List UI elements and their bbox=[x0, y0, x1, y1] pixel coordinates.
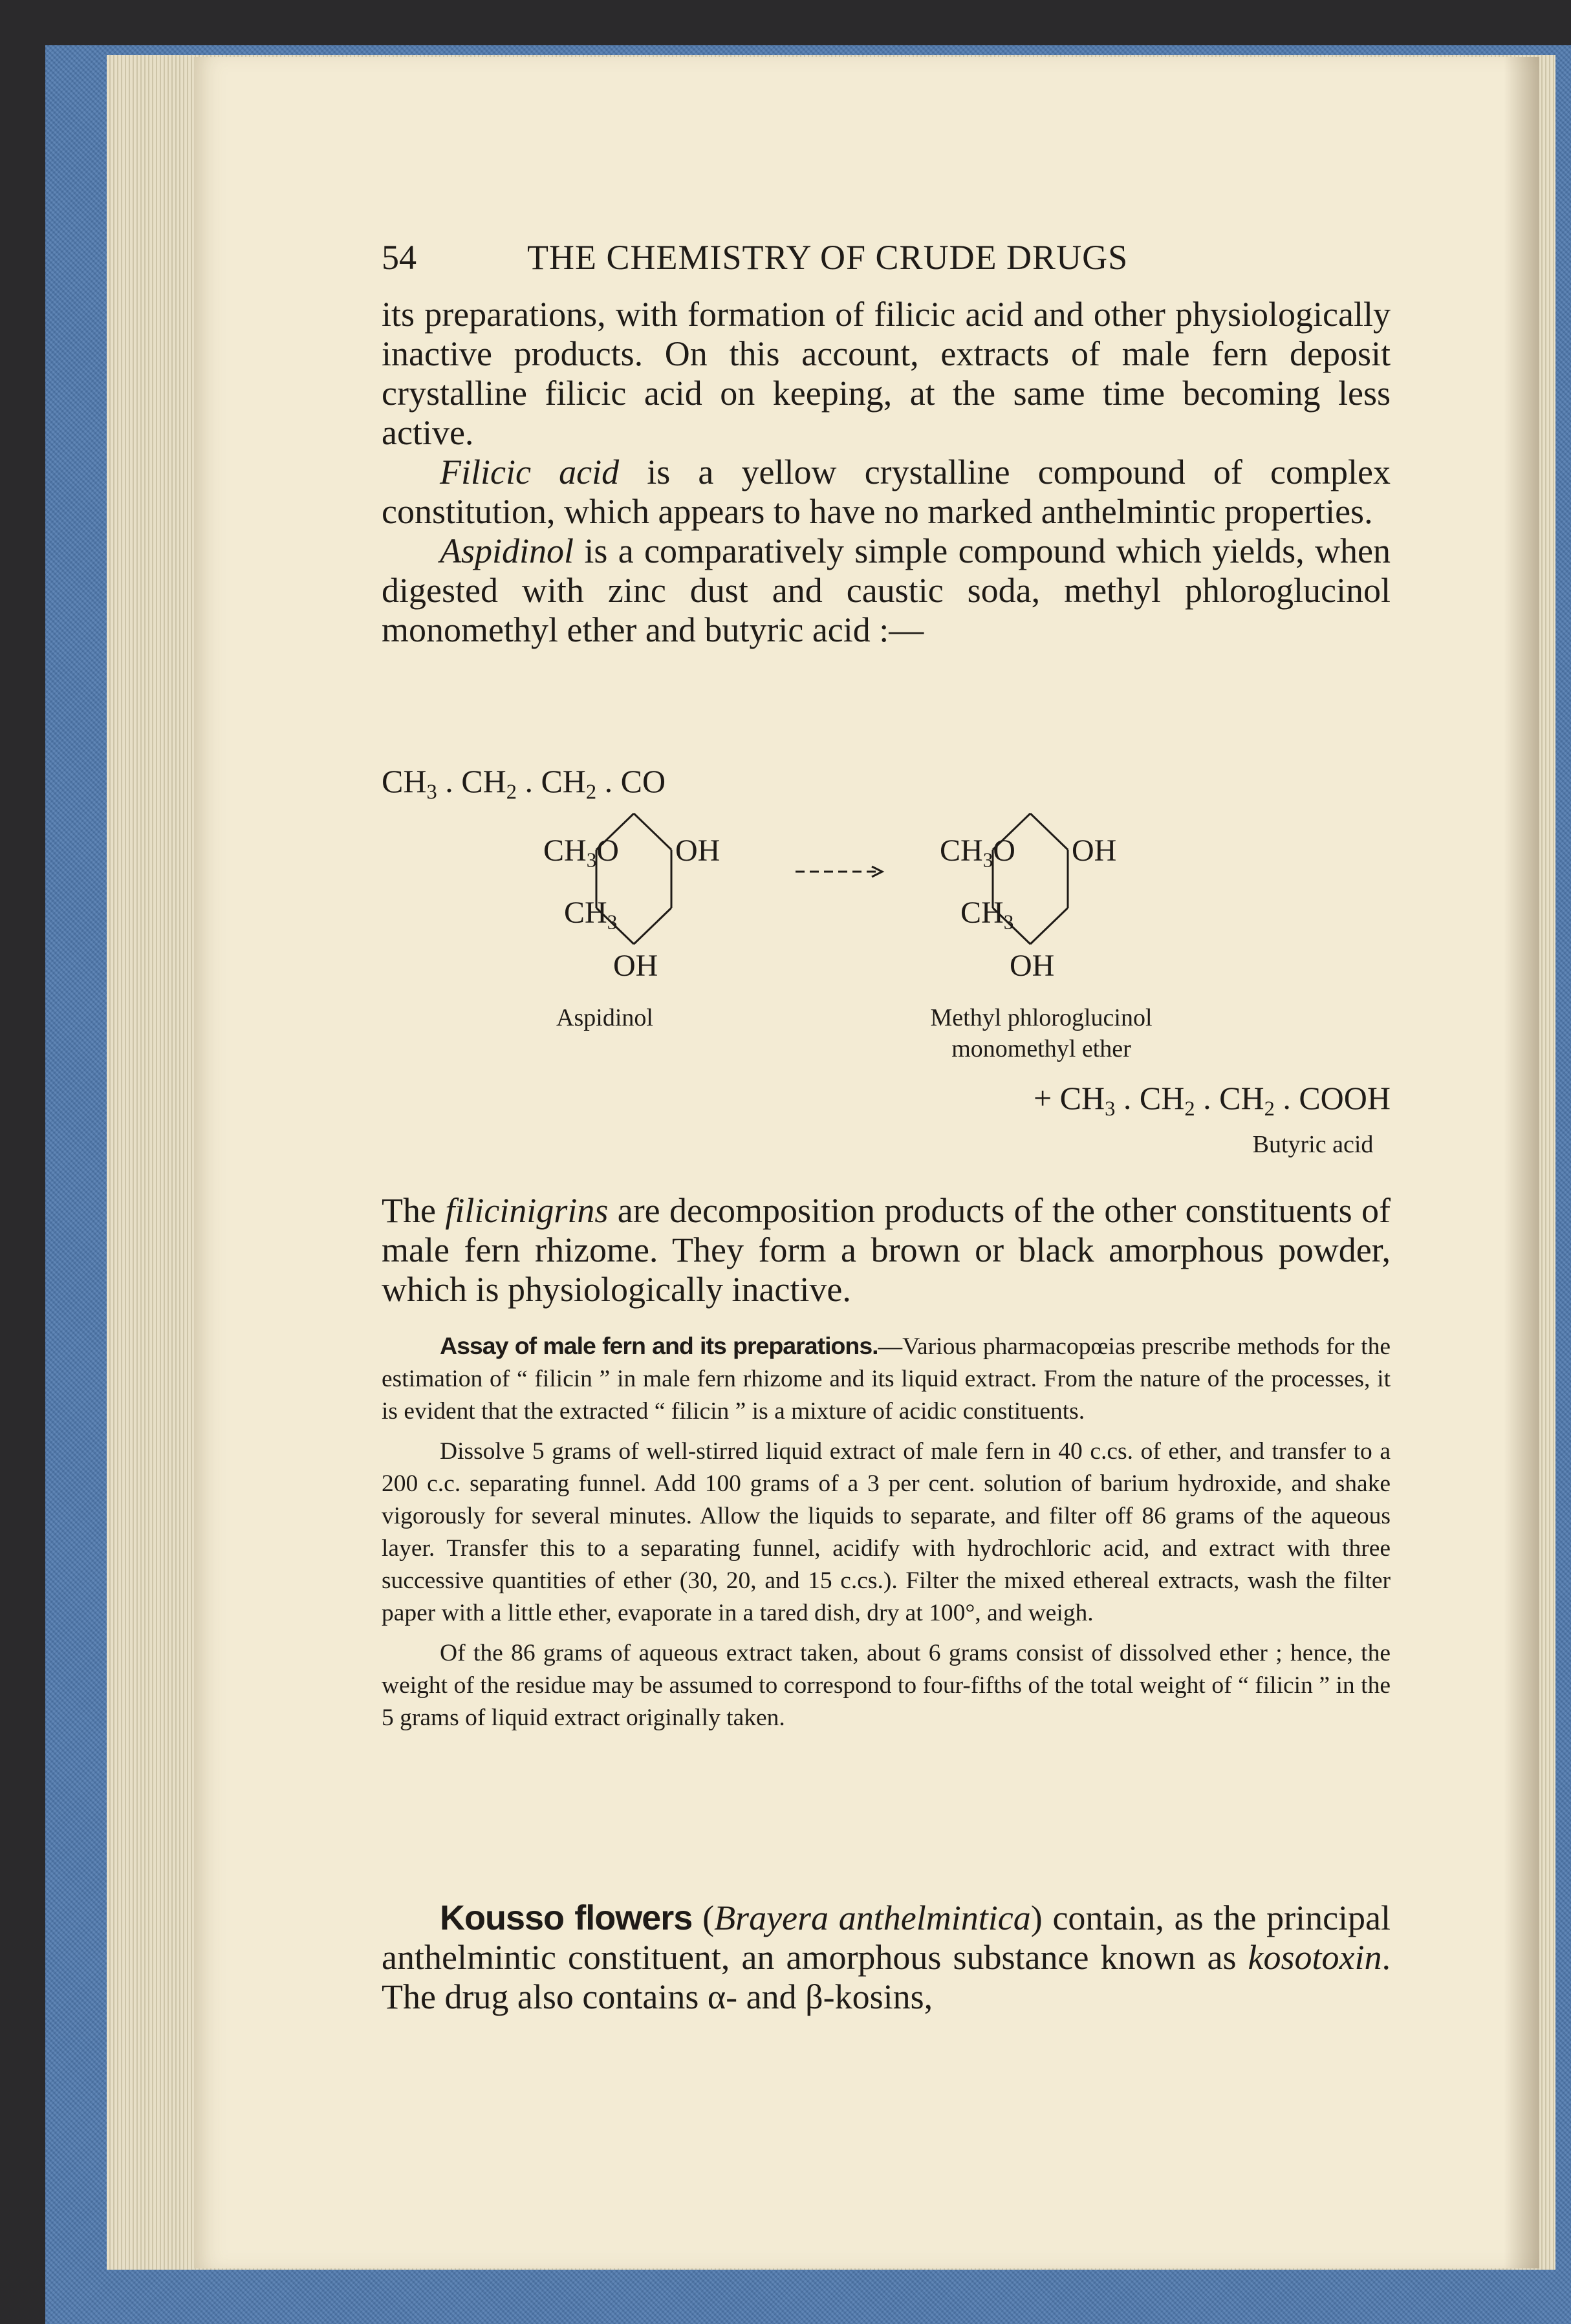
assay-section bbox=[382, 1329, 1391, 1742]
kousso-paragraph: Kousso flowers (Brayera anthelmintica) contain, as the principal anthelmintic constituent, an amorphous substance known as kosotoxin. The drug also contains α- and β-kosins, bbox=[382, 1899, 1391, 2016]
running-title: THE CHEMISTRY OF CRUDE DRUGS bbox=[527, 238, 1129, 277]
page-number: 54 bbox=[382, 238, 417, 277]
paragraph-3: Aspidinol is a comparatively simple compound which yields, when digested with zinc dust and caustic soda, methyl phloroglucinol monomethyl ether and butyric acid :— bbox=[382, 532, 1391, 649]
body-text-top bbox=[382, 295, 1391, 650]
book-page bbox=[194, 57, 1539, 2268]
butyric-acid-caption: Butyric acid bbox=[1252, 1131, 1374, 1158]
kousso-heading: Kousso flowers bbox=[440, 1899, 693, 1937]
term-filicic-acid: Filicic acid bbox=[440, 453, 620, 491]
product-caption-line-1: Methyl phloroglucinol bbox=[930, 1004, 1153, 1031]
term-aspidinol: Aspidinol bbox=[440, 532, 574, 570]
aspidinol-oh-bottom: OH bbox=[613, 949, 658, 983]
body-text-bottom bbox=[382, 1899, 1391, 2017]
assay-paragraph-1: Assay of male fern and its preparations.—Various pharmacopœias prescribe methods for the estimation of “ filicin ” in male fern rhizome and its liquid extract. From the nature of the processes, it is evident that the extracted “ filicin ” is a mixture of acidic constituents. bbox=[382, 1332, 1391, 1425]
aspidinol-oh-right: OH bbox=[675, 834, 720, 868]
paragraph-4: The filicinigrins are decomposition products of the other constituents of male fern rhizome. They form a brown or black amorphous powder, which is physiologically inactive. bbox=[382, 1191, 1391, 1309]
aspidinol-methyl-label: $CH_3$ bbox=[564, 896, 618, 934]
assay-paragraph-2: Dissolve 5 grams of well-stirred liquid extract of male fern in 40 c.cs. of ether, and transfer to a 200 c.c. separating funnel. Add 100 grams of a 3 per cent. solution of barium hydroxide, and shake vigorously for several minutes. Allow the liquids to separate, and filter off 86 grams of the aqueous layer. Transfer this to a separating funnel, acidify with hydrochloric acid, and extract with three successive quantities of ether (30, 20, and 15 c.cs.). Filter the mixed ethereal extracts, wash the filter paper with a little ether, evaporate in a tared dish, dry at 100°, and weigh. bbox=[382, 1438, 1391, 1626]
product-oh-right: OH bbox=[1072, 834, 1117, 868]
product-methyl-label: $CH_3$ bbox=[960, 896, 1014, 934]
term-kosotoxin: kosotoxin bbox=[1248, 1938, 1382, 1977]
butyric-acid-formula: + $CH_3$ . $CH_2$ . $CH_2$ . COOH bbox=[1033, 1080, 1391, 1121]
paragraph-1: its preparations, with formation of filicic acid and other physiologically inactive products. On this account, extracts of male fern deposit crystalline filicic acid on keeping, at the same time becoming less active. bbox=[382, 295, 1391, 452]
paragraph-2: Filicic acid is a yellow crystalline compound of complex constitution, which appears to have no marked anthelmintic properties. bbox=[382, 453, 1391, 531]
page-gutter-shadow bbox=[1504, 57, 1539, 2268]
aspidinol-methoxy-label: $CH_3O$ bbox=[543, 834, 619, 872]
assay-heading: Assay of male fern and its preparations. bbox=[440, 1332, 878, 1359]
latin-name: Brayera anthelmintica bbox=[714, 1899, 1031, 1937]
aspidinol-caption: Aspidinol bbox=[556, 1004, 653, 1031]
reaction-diagram bbox=[382, 762, 1391, 1176]
product-caption-line-2: monomethyl ether bbox=[951, 1035, 1131, 1062]
running-header bbox=[382, 231, 1391, 283]
product-oh-bottom: OH bbox=[1010, 949, 1055, 983]
product-methoxy-label: $CH_3O$ bbox=[940, 834, 1015, 872]
body-text-middle bbox=[382, 1191, 1391, 1309]
assay-paragraph-3: Of the 86 grams of aqueous extract taken, about 6 grams consist of dissolved ether ; hence, the weight of the residue may be assumed to correspond to four-fifths of the total weight of “ filicin ” in the 5 grams of liquid extract originally taken. bbox=[382, 1640, 1391, 1731]
term-filicinigrins: filicinigrins bbox=[445, 1191, 609, 1230]
butyryl-side-chain: $CH_3$ . $CH_2$ . $CH_2$ . CO bbox=[382, 763, 666, 804]
